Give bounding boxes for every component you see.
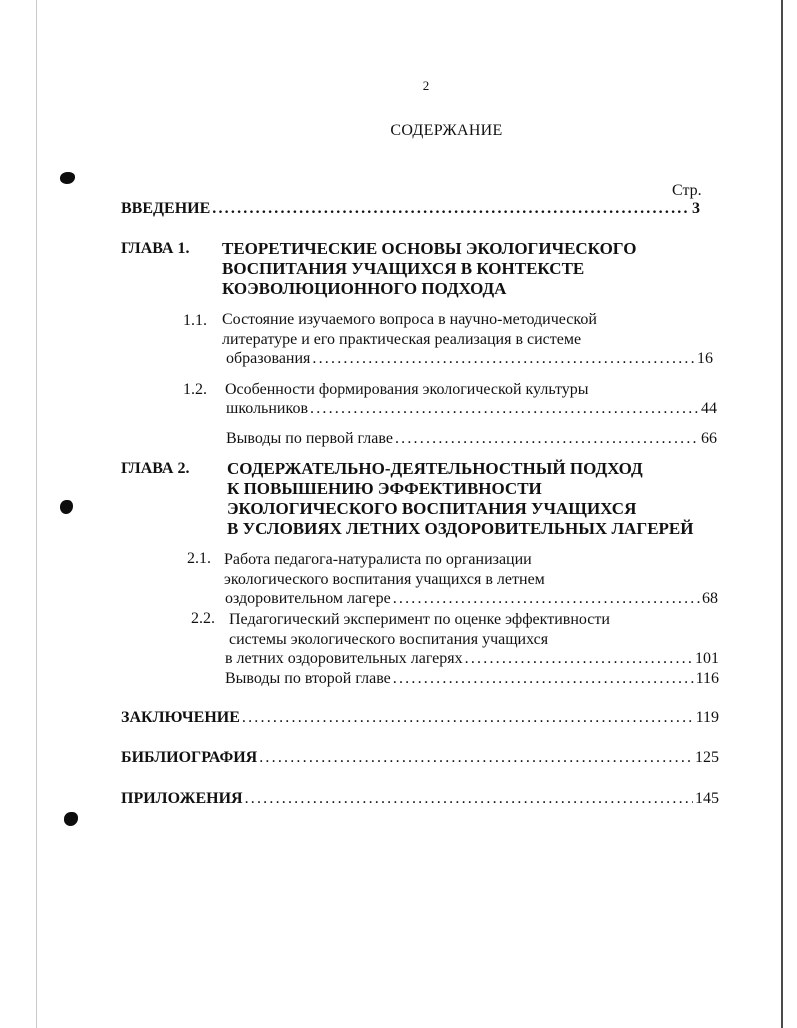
toc-entry-2-1 <box>225 590 718 608</box>
toc-entry-conclusion <box>121 709 719 727</box>
toc-entry-page: 16 <box>697 350 713 367</box>
toc-entry-label: Выводы по второй главе <box>225 670 391 687</box>
section-2-1-title <box>224 550 545 590</box>
dot-leader <box>245 790 693 808</box>
dot-leader <box>465 650 693 668</box>
section-title-line: Работа педагога-натуралиста по организации <box>224 551 532 568</box>
toc-entry-label: школьников <box>226 400 308 417</box>
dot-leader <box>393 590 700 608</box>
toc-entry-bibliography <box>121 749 719 767</box>
chapter-2-title <box>227 459 694 539</box>
toc-entry-page: 116 <box>695 670 719 687</box>
dot-leader <box>312 350 695 368</box>
chapter-title-line: ЭКОЛОГИЧЕСКОГО ВОСПИТАНИЯ УЧАЩИХСЯ <box>227 499 637 518</box>
chapter-title-line: ТЕОРЕТИЧЕСКИЕ ОСНОВЫ ЭКОЛОГИЧЕСКОГО <box>222 239 637 258</box>
toc-entry-label: ПРИЛОЖЕНИЯ <box>121 790 243 807</box>
chapter-title-line: К ПОВЫШЕНИЮ ЭФФЕКТИВНОСТИ <box>227 479 542 498</box>
binding-hole-mark <box>60 500 73 514</box>
page-number: 2 <box>422 78 430 93</box>
toc-entry-page: 44 <box>701 400 717 417</box>
toc-entry-page: 3 <box>692 200 700 217</box>
page-title: СОДЕРЖАНИЕ <box>390 122 503 139</box>
page-column-label: Стр. <box>672 182 702 199</box>
chapter-1-title <box>222 239 636 299</box>
toc-entry-chapter-1-conclusion <box>226 430 717 448</box>
chapter-title-line: ВОСПИТАНИЯ УЧАЩИХСЯ В КОНТЕКСТЕ <box>222 259 585 278</box>
toc-entry-label: ЗАКЛЮЧЕНИЕ <box>121 709 240 726</box>
toc-entry-page: 101 <box>695 650 719 667</box>
dot-leader <box>393 670 694 688</box>
scan-right-edge <box>781 0 783 1028</box>
toc-entry-label: БИБЛИОГРАФИЯ <box>121 749 258 766</box>
toc-entry-page: 119 <box>695 709 719 726</box>
toc-entry-page: 125 <box>695 749 719 766</box>
toc-entry-intro <box>121 200 700 218</box>
section-title-line: системы экологического воспитания учащихся <box>229 631 549 648</box>
chapter-1-label: ГЛАВА 1. <box>121 240 190 257</box>
section-1-1-number: 1.1. <box>183 312 207 329</box>
section-1-1-title <box>222 310 597 350</box>
toc-entry-label: ВВЕДЕНИЕ <box>121 200 211 217</box>
section-title-line: литературе и его практическая реализация в системе <box>222 331 582 348</box>
binding-hole-mark <box>64 812 78 826</box>
dot-leader <box>259 749 693 767</box>
section-2-2-number: 2.2. <box>191 610 215 627</box>
section-1-2-title <box>225 380 589 400</box>
dot-leader <box>310 400 699 418</box>
toc-entry-chapter-2-conclusion <box>225 670 719 688</box>
section-title-line: экологического воспитания учащихся в летнем <box>224 571 545 588</box>
section-title-line: Особенности формирования экологической культуры <box>225 381 589 398</box>
chapter-2-label: ГЛАВА 2. <box>121 460 190 477</box>
toc-entry-label: в летних оздоровительных лагерях <box>225 650 463 667</box>
toc-entry-label: образования <box>226 350 311 367</box>
section-2-1-number: 2.1. <box>187 550 211 567</box>
toc-entry-page: 68 <box>702 590 718 607</box>
dot-leader <box>395 430 699 448</box>
section-2-2-title <box>229 610 610 650</box>
toc-entry-1-1 <box>226 350 713 368</box>
toc-entry-2-2 <box>225 650 719 668</box>
binding-hole-mark <box>60 172 75 184</box>
section-1-2-number: 1.2. <box>183 381 207 398</box>
chapter-title-line: В УСЛОВИЯХ ЛЕТНИХ ОЗДОРОВИТЕЛЬНЫХ ЛАГЕРЕЙ <box>227 519 694 538</box>
section-title-line: Состояние изучаемого вопроса в научно-методической <box>222 311 597 328</box>
toc-entry-label: Выводы по первой главе <box>226 430 393 447</box>
toc-entry-page: 66 <box>701 430 717 447</box>
chapter-title-line: КОЭВОЛЮЦИОННОГО ПОДХОДА <box>222 279 507 298</box>
section-title-line: Педагогический эксперимент по оценке эффективности <box>229 611 610 628</box>
toc-entry-1-2 <box>226 400 717 418</box>
toc-entry-page: 145 <box>695 790 719 807</box>
toc-entry-label: оздоровительном лагере <box>225 590 391 607</box>
dot-leader <box>212 200 690 218</box>
chapter-title-line: СОДЕРЖАТЕЛЬНО-ДЕЯТЕЛЬНОСТНЫЙ ПОДХОД <box>227 459 643 478</box>
scan-left-edge <box>36 0 37 1028</box>
dot-leader <box>242 709 694 727</box>
toc-entry-appendices <box>121 790 719 808</box>
